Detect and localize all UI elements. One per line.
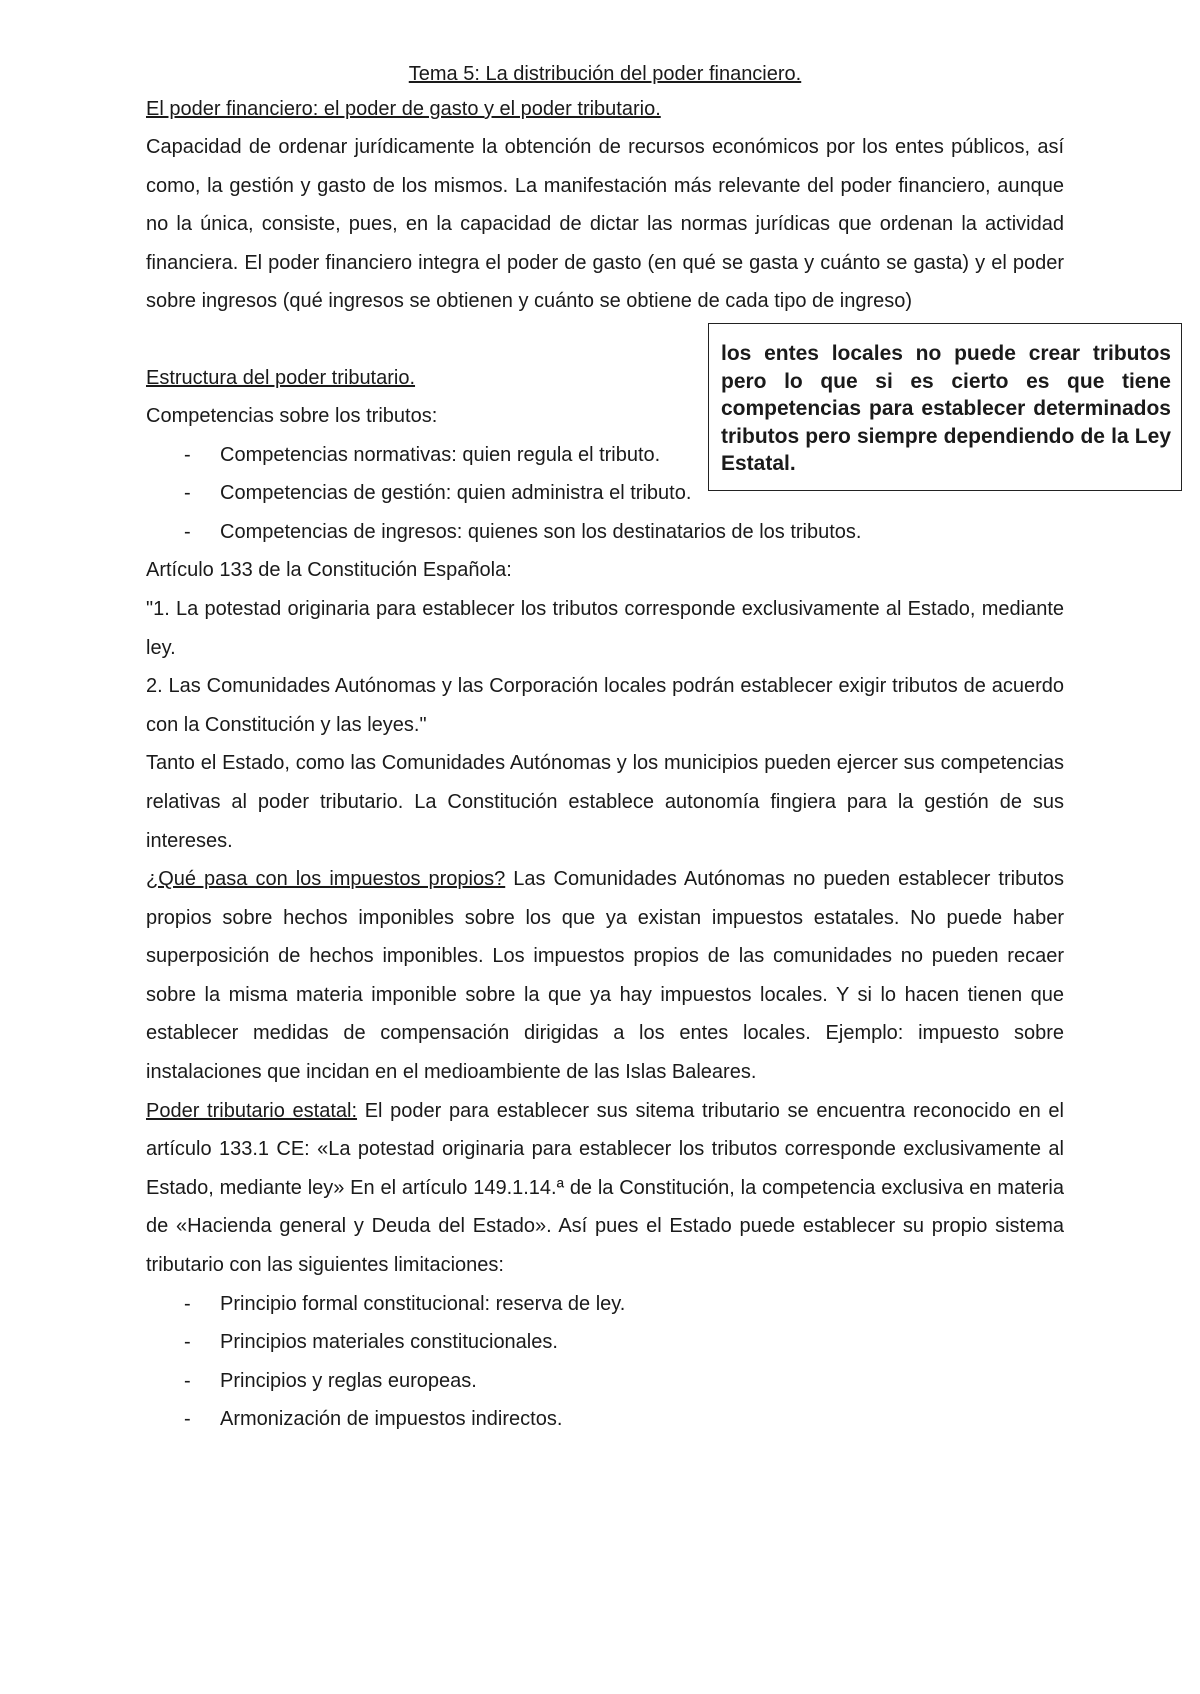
section-heading-poder-financiero: El poder financiero: el poder de gasto y el poder tributario. — [146, 98, 661, 120]
list-item-text: Principios materiales constitucionales. — [220, 1331, 558, 1354]
document-page — [146, 58, 1064, 1439]
article-quote-2: 2. Las Comunidades Autónomas y las Corporación locales podrán establecer exigir tributos de acuerdo con la Constitución y las leyes." — [146, 675, 1064, 736]
poder-estatal-label: Poder tributario estatal: — [146, 1099, 358, 1122]
list-item — [146, 1323, 1064, 1362]
article-quote-1: "1. La potestad originaria para establecer los tributos corresponde exclusivamente al Estado, mediante ley. — [146, 597, 1064, 659]
paragraph-poder-estatal — [146, 1092, 1064, 1285]
list-item — [146, 1362, 1064, 1401]
competencias-intro: Competencias sobre los tributos: — [146, 404, 438, 427]
dash-bullet: - — [184, 520, 191, 543]
paragraph-impuestos-propios — [146, 860, 1064, 1092]
list-item — [146, 513, 1064, 552]
document-title: Tema 5: La distribución del poder financiero. — [408, 63, 802, 85]
list-item-text: Principios y reglas europeas. — [220, 1369, 477, 1392]
list-item-text: Competencias de ingresos: quienes son los destinatarios de los tributos. — [220, 520, 862, 543]
callout-note-text: los entes locales no puede crear tributos pero lo que si es cierto es que tiene competencias para establecer determinados tributos pero siempre dependiendo de la Ley Estatal. — [721, 342, 1171, 475]
impuestos-propios-text: Las Comunidades Autónomas no pueden establecer tributos propios sobre hechos imponibles sobre los que ya existan impuestos estatales. No puede haber superposición de hechos imponibles. Los impuestos propios de las comunidades no pueden recaer sobre la misma materia imponible sobre la que ya hay impuestos locales. Y si lo hacen tienen que establecer medidas de compensación dirigidas a los entes locales. Ejemplo: impuesto sobre instalaciones que incidan en el medioambiente de las Islas Baleares. — [146, 868, 1064, 1084]
dash-bullet: - — [184, 482, 191, 505]
list-item — [146, 1285, 1064, 1324]
list-item-text: Principio formal constitucional: reserva de ley. — [220, 1292, 626, 1315]
list-item — [146, 1400, 1064, 1439]
dash-bullet: - — [184, 1331, 191, 1354]
dash-bullet: - — [184, 1408, 191, 1431]
list-item-text: Armonización de impuestos indirectos. — [220, 1408, 563, 1431]
section-heading-estructura: Estructura del poder tributario. — [146, 366, 416, 389]
dash-bullet: - — [184, 1292, 191, 1315]
dash-bullet: - — [184, 1369, 191, 1392]
list-item-text: Competencias normativas: quien regula el tributo. — [220, 443, 661, 466]
callout-note-box — [708, 323, 1182, 491]
paragraph-poder-financiero: Capacidad de ordenar jurídicamente la obtención de recursos económicos por los entes públicos, así como, la gestión y gasto de los mismos. La manifestación más relevante del poder financiero, aunque no la única, consiste, pues, en la capacidad de dictar las normas jurídicas que ordenan la actividad financiera. El poder financiero integra el poder de gasto (en qué se gasta y cuánto se gasta) y el poder sobre ingresos (qué ingresos se obtienen y cuánto se obtiene de cada tipo de ingreso) — [146, 136, 1064, 313]
article-reference: Artículo 133 de la Constitución Española: — [146, 559, 512, 582]
paragraph-autonomia: Tanto el Estado, como las Comunidades Autónomas y los municipios pueden ejercer sus competencias relativas al poder tributario. La Constitución establece autonomía fingiera para la gestión de sus intereses. — [146, 752, 1064, 852]
list-item-text: Competencias de gestión: quien administra el tributo. — [220, 482, 692, 505]
limitaciones-list — [146, 1285, 1064, 1439]
impuestos-propios-label: ¿Qué pasa con los impuestos propios? — [146, 868, 506, 891]
poder-estatal-text: El poder para establecer sus sitema tributario se encuentra reconocido en el artículo 133.1 CE: «La potestad originaria para establecer los tributos corresponde exclusivamente al Estado, mediante ley» En el artículo 149.1.14.ª de la Constitución, la competencia exclusiva en materia de «Hacienda general y Deuda del Estado». Así pues el Estado puede establecer su propio sistema tributario con las siguientes limitaciones: — [146, 1099, 1064, 1277]
dash-bullet: - — [184, 443, 191, 466]
